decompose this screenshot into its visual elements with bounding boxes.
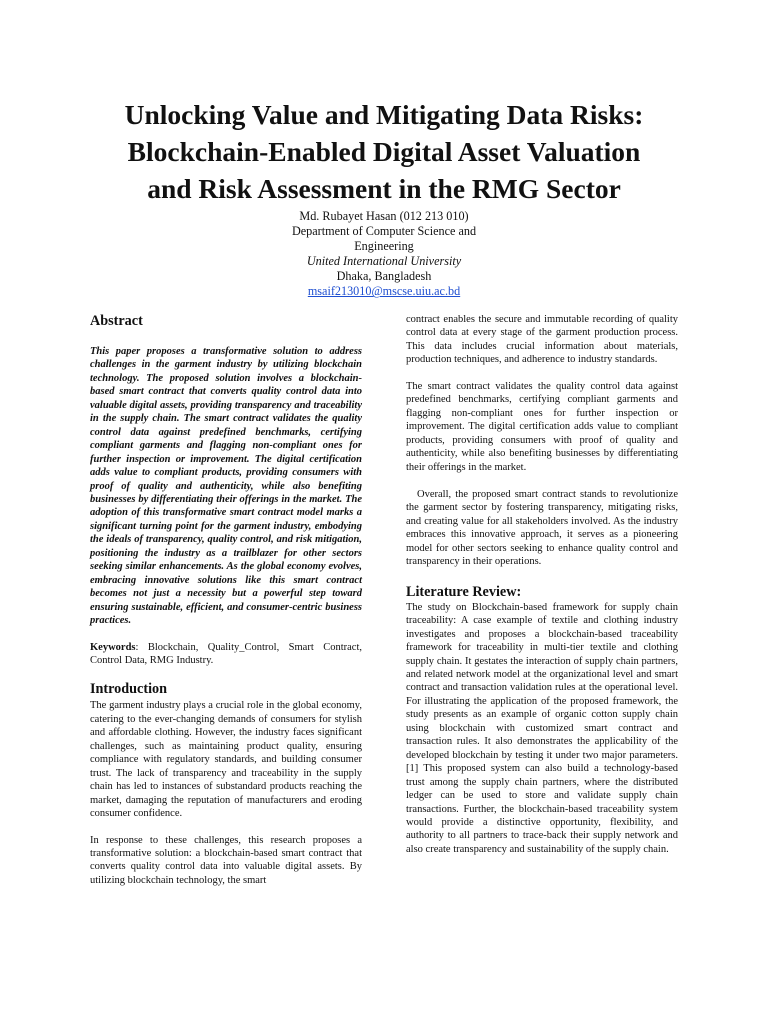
author-university: United International University bbox=[306, 254, 462, 269]
right-paragraph-2: The smart contract validates the quality control data against predefined benchmarks, certifying compliant garments and flagging non-compliant ones for further inspection or improvement. The digital certification adds value to compliant products, providing consumers with proof of quality and authenticity, while also benefiting businesses by differentiating their offerings in the market. bbox=[406, 380, 678, 473]
paper-title bbox=[80, 96, 688, 207]
abstract-heading: Abstract bbox=[90, 313, 143, 329]
author-location: Dhaka, Bangladesh bbox=[336, 269, 432, 284]
keywords-text: : Blockchain, Quality_Control, Smart Contract, Control Data, RMG Industry. bbox=[90, 641, 362, 666]
keywords-label: Keywords bbox=[90, 641, 136, 653]
author-department: Department of Computer Science and Engineering bbox=[291, 224, 477, 254]
author-email-link[interactable]: msaif213010@mscse.uiu.ac.bd bbox=[307, 284, 461, 299]
introduction-paragraph-1: The garment industry plays a crucial role in the global economy, catering to the ever-changing demands of consumers for stylish and affordable clothing. However, the industry faces significant challenges, such as maintaining product quality, ensuring compliance with regulatory standards, and building consumer trust. The lack of transparency and traceability in the supply chain has led to instances of substandard products reaching the market, damaging the reputation of manufacturers and eroding consumer confidence. bbox=[90, 700, 362, 820]
title-line-2: Blockchain-Enabled Digital Asset Valuation bbox=[127, 136, 641, 167]
title-line-3: and Risk Assessment in the RMG Sector bbox=[147, 173, 621, 204]
introduction-paragraph-2: In response to these challenges, this research proposes a transformative solution: a blockchain-based smart contract that converts quality control data into valuable digital assets. By utilizing blockchain technology, the smart bbox=[90, 834, 362, 886]
author-name: Md. Rubayet Hasan (012 213 010) bbox=[299, 209, 469, 223]
right-paragraph-3: Overall, the proposed smart contract stands to revolutionize the garment sector by fostering transparency, mitigating risks, and creating value for all stakeholders involved. As the industry embraces this innovative approach, it serves as a pioneering model for other sectors seeking to enhance quality control and transparency in their operations. bbox=[406, 488, 678, 568]
literature-review-heading: Literature Review: bbox=[406, 583, 522, 600]
author-block bbox=[234, 209, 534, 300]
introduction-heading: Introduction bbox=[90, 681, 167, 698]
abstract-text: This paper proposes a transformative solution to address challenges in the garment industry by utilizing blockchain technology. The proposed solution involves a blockchain-based smart contract that converts quality control data into valuable digital assets, providing transparency and traceability in the supply chain. The smart contract validates the quality control data against predefined benchmarks, certifying compliant garments and flagging non-compliant ones for further inspection or improvement. The digital certification adds value to compliant products, providing consumers with proof of quality and authenticity, while also benefiting businesses by differentiating their offerings in the market. The adoption of this transformative smart contract model marks a significant turning point for the garment industry, embodying the ideals of transparency, quality control, and risk mitigation, positioning the industry as a trailblazer for other sectors seeking similar enhancements. As the global economy evolves, embracing innovative solutions like this smart contract becomes not just a necessity but a powerful step toward ensuring sustainable, efficient, and consumer-centric business practices. bbox=[90, 346, 362, 627]
right-paragraph-1: contract enables the secure and immutable recording of quality control data at every stage of the garment production process. This data includes crucial information about materials, production techniques, and adherence to industry standards. bbox=[406, 314, 678, 366]
title-line-1: Unlocking Value and Mitigating Data Risks: bbox=[124, 99, 644, 130]
left-column bbox=[90, 313, 362, 887]
right-column bbox=[406, 313, 678, 856]
keywords bbox=[90, 641, 362, 668]
literature-review-text: The study on Blockchain-based framework for supply chain traceability: A case example of textile and clothing industry investigates and proposes a blockchain-based traceability framework for traceability in multi-tier textile and clothing supply chain. It gestates the interaction of supply chain partners, and related network model at the organizational level and smart contract and transaction validation rules at the operational level. For illustrating the application of the proposed framework, the study presents as an example of organic cotton supply chain using blockchain with customized smart contract and transaction rules. It also demonstrates the applicability of the developed blockchain by testing it under two major parameters.[1] This proposed system can also build a technology-based trust among the supply chain partners, where the distributed ledger can be used to store and validate supply chain transactions. Further, the blockchain-based traceability system would provide a distinctive opportunity, flexibility, and authority to all partners to trace-back their supply network and also create transparency and sustainability of the supply chain. bbox=[406, 601, 678, 855]
